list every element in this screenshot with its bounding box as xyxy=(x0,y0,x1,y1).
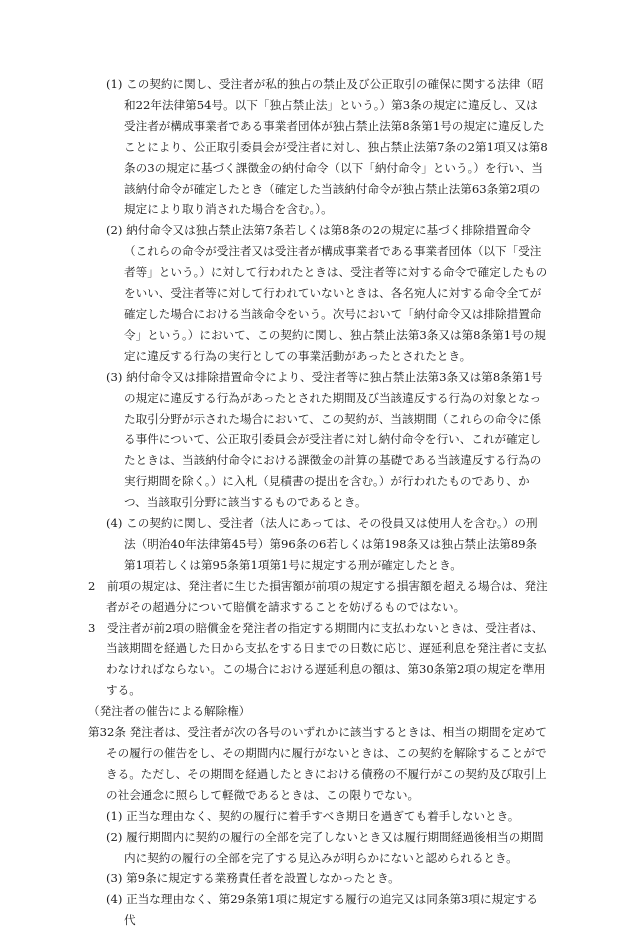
clause-item-1: (1) この契約に関し、受注者が私的独占の禁止及び公正取引の確保に関する法律（昭和22年法律第54号。以下「独占禁止法」という。）第3条の規定に違反し、又は受注者が構成事業者である事業者団体が独占禁止法第8条第1号の規定に違反したことにより、公正取引委員会が受注者に対し、独占禁止法第7条の2第1項又は第8条の3の規定に基づく課徴金の納付命令（以下「納付命令」という。）を行い、当該納付命令が確定したとき（確定した当該納付命令が独占禁止法第63条第2項の規定により取り消された場合を含む。）。 xyxy=(106,77,548,217)
article-32: 第32条 発注者は、受注者が次の各号のいずれかに該当するときは、相当の期間を定めてその履行の催告をし、その期間内に履行がないときは、この契約を解除することができる。ただし、その期間を経過したときにおける債務の不履行がこの契約及び取引上の社会通念に照らして軽微であるときは、この限りでない。 xyxy=(88,725,548,802)
clause-item-4: (4) この契約に関し、受注者（法人にあっては、その役員又は使用人を含む。）の刑法（明治40年法律第45号）第96条の6若しくは第198条又は独占禁止法第89条第1項若しくは第95条第1項第1号に規定する刑が確定したとき。 xyxy=(106,516,538,572)
clause-item-3: (3) 納付命令又は排除措置命令により、受注者等に独占禁止法第3条又は第8条第1号の規定に違反する行為があったとされた期間及び当該違反する行為の対象となった取引分野が示された場合において、この契約が、当該期間（これらの命令に係る事件について、公正取引委員会が受注者に対し納付命令を行い、これが確定したときは、当該納付命令における課徴金の計算の基礎である当該違反する行為の実行期間を除く。）に入札（見積書の提出を含む。）が行われたものであり、かつ、当該取引分野に該当するものであるとき。 xyxy=(106,369,543,510)
article-32-item-4: (4) 正当な理由なく、第29条第1項に規定する履行の追完又は同条第3項に規定する代 xyxy=(106,892,538,928)
article-32-item-1: (1) 正当な理由なく、契約の履行に着手すべき期日を過ぎても着手しないとき。 xyxy=(106,808,520,823)
article-32-item-2: (2) 履行期間内に契約の履行の全部を完了しないとき又は履行期間経過後相当の期間内に契約の履行の全部を完了する見込みが明らかにないと認められるとき。 xyxy=(106,829,544,865)
clause-item-2: (2) 納付命令又は独占禁止法第7条若しくは第8条の2の規定に基づく排除措置命令（これらの命令が受注者又は受注者が構成事業者である事業者団体（以下「受注者等」という。）に対して行われたときは、受注者等に対する命令で確定したものをいい、受注者等に対して行われていないときは、各名宛人に対する命令全てが確定した場合における当該命令をいう。次号において「納付命令又は排除措置命令」という。）において、この契約に関し、独占禁止法第3条又は第8条第1号の規定に違反する行為の実行としての事業活動があったとされたとき。 xyxy=(106,223,548,363)
document-page xyxy=(88,74,548,931)
article-32-item-3: (3) 第9条に規定する業務責任者を設置しなかったとき。 xyxy=(106,871,400,886)
section-heading: （発注者の催告による解除権） xyxy=(88,704,251,719)
paragraph-3: 3 受注者が前2項の賠償金を発注者の指定する期間内に支払わないときは、受注者は、当該期間を経過した日から支払をする日までの日数に応じ、遅延利息を発注者に支払わなければならない。この場合における遅延利息の額は、第30条第2項の規定を準用する。 xyxy=(88,620,547,698)
paragraph-2: 2 前項の規定は、発注者に生じた損害額が前項の規定する損害額を超える場合は、発注者がその超過分について賠償を請求することを妨げるものではない。 xyxy=(88,578,548,614)
